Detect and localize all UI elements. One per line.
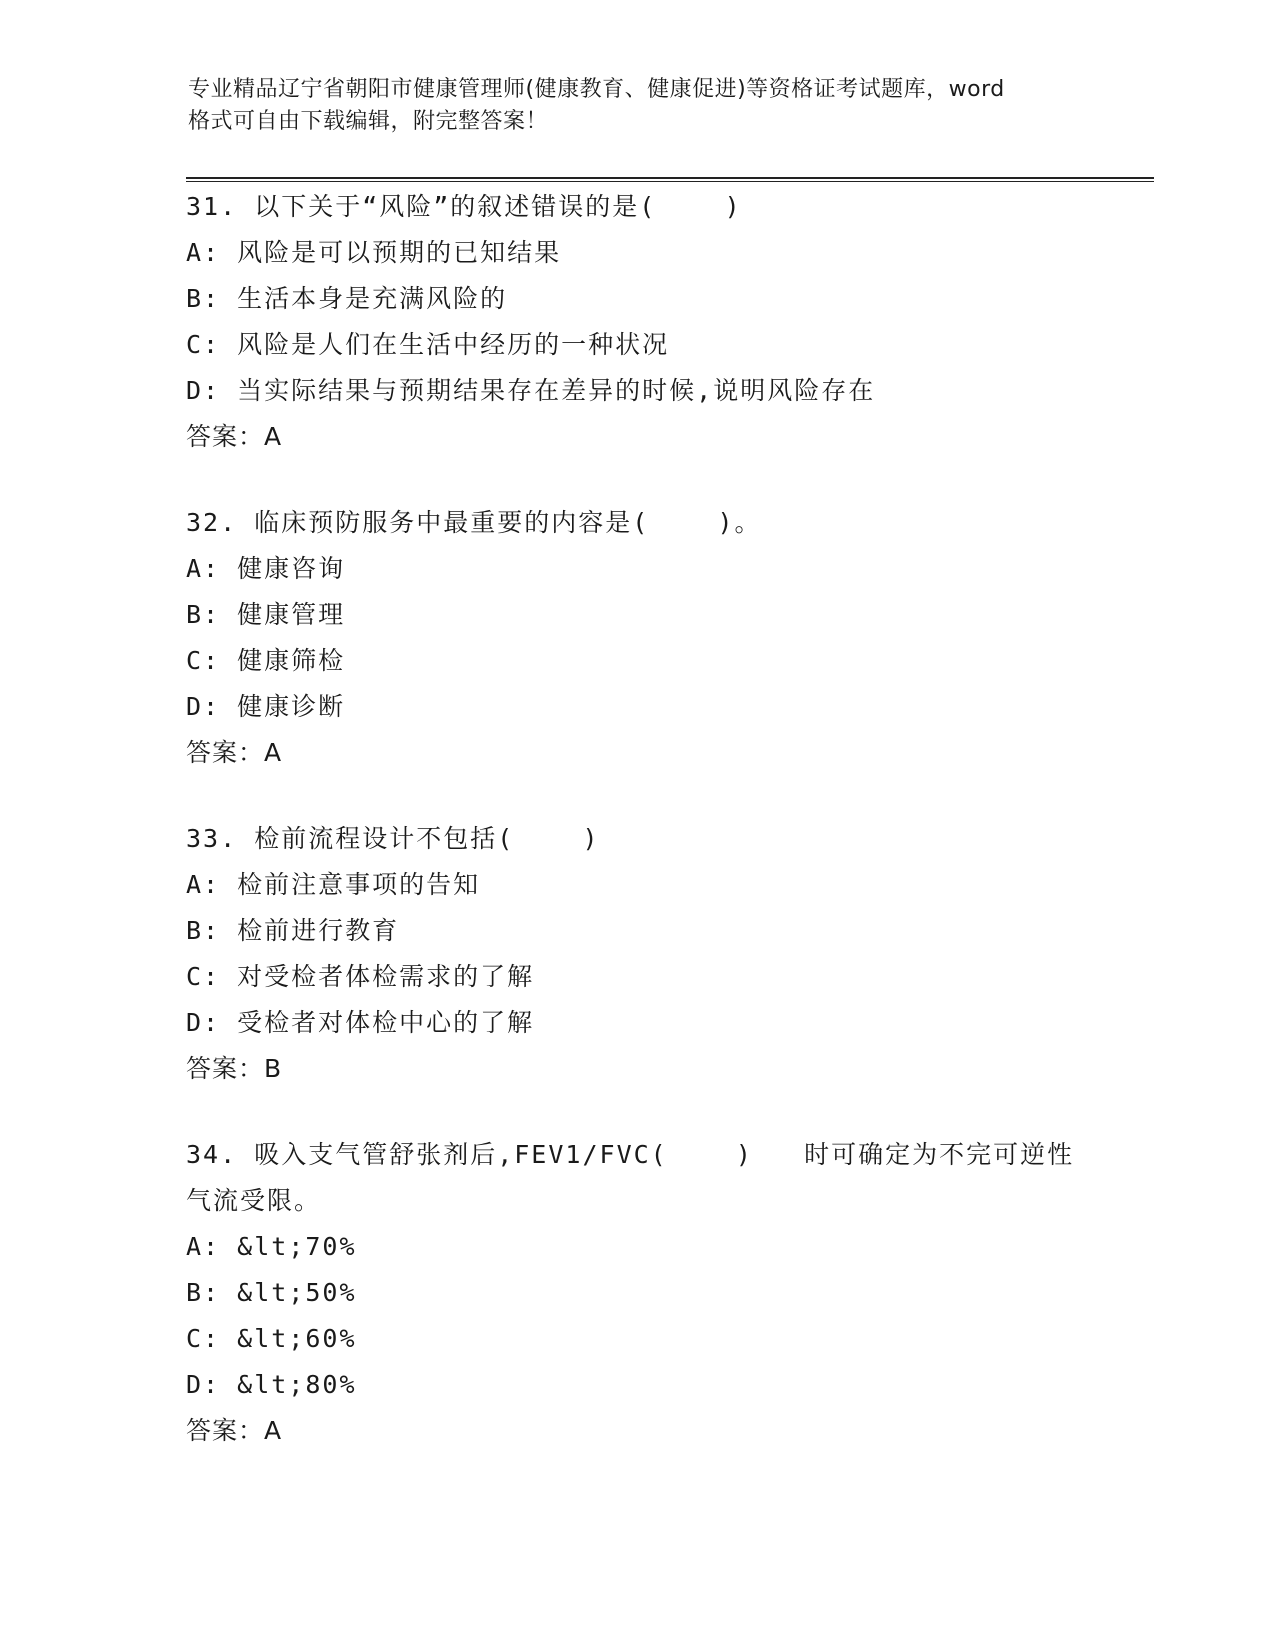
option-b: B: 检前进行教育 bbox=[186, 916, 400, 945]
option-d: D: 当实际结果与预期结果存在差异的时候,说明风险存在 bbox=[186, 376, 876, 405]
option-d: D: 健康诊断 bbox=[186, 692, 346, 721]
answer: 答案：A bbox=[186, 422, 283, 451]
header-line-2: 格式可自由下载编辑，附完整答案！ bbox=[188, 109, 549, 134]
option-a: A: 健康咨询 bbox=[186, 554, 346, 583]
option-a: A: 风险是可以预期的已知结果 bbox=[186, 238, 562, 267]
question-33 bbox=[186, 816, 1106, 1092]
header-rule-thin bbox=[186, 181, 1154, 182]
question-stem: 31. 以下关于“风险”的叙述错误的是( ) bbox=[186, 192, 742, 221]
option-b: B: 生活本身是充满风险的 bbox=[186, 284, 508, 313]
option-d: D: &lt;80% bbox=[186, 1370, 357, 1399]
option-c: C: &lt;60% bbox=[186, 1324, 357, 1353]
option-c: C: 风险是人们在生活中经历的一种状况 bbox=[186, 330, 670, 359]
option-a: A: &lt;70% bbox=[186, 1232, 357, 1261]
question-31 bbox=[186, 184, 1106, 460]
answer: 答案：A bbox=[186, 738, 283, 767]
answer: 答案：B bbox=[186, 1054, 283, 1083]
document-header bbox=[188, 74, 1108, 138]
question-stem: 32. 临床预防服务中最重要的内容是( )。 bbox=[186, 508, 762, 537]
option-c: C: 对受检者体检需求的了解 bbox=[186, 962, 535, 991]
header-line-1: 专业精品辽宁省朝阳市健康管理师(健康教育、健康促进)等资格证考试题库，word bbox=[188, 77, 1005, 102]
option-b: B: 健康管理 bbox=[186, 600, 346, 629]
question-stem-line-1: 34. 吸入支气管舒张剂后,FEV1/FVC( ) 时可确定为不完可逆性 bbox=[186, 1140, 1075, 1169]
question-32 bbox=[186, 500, 1106, 776]
option-d: D: 受检者对体检中心的了解 bbox=[186, 1008, 535, 1037]
question-34 bbox=[186, 1132, 1106, 1454]
option-c: C: 健康筛检 bbox=[186, 646, 346, 675]
question-stem: 33. 检前流程设计不包括( ) bbox=[186, 824, 600, 853]
question-stem-line-2: 气流受限。 bbox=[186, 1186, 322, 1215]
option-a: A: 检前注意事项的告知 bbox=[186, 870, 481, 899]
answer: 答案：A bbox=[186, 1416, 283, 1445]
option-b: B: &lt;50% bbox=[186, 1278, 357, 1307]
header-rule-thick bbox=[186, 177, 1154, 179]
